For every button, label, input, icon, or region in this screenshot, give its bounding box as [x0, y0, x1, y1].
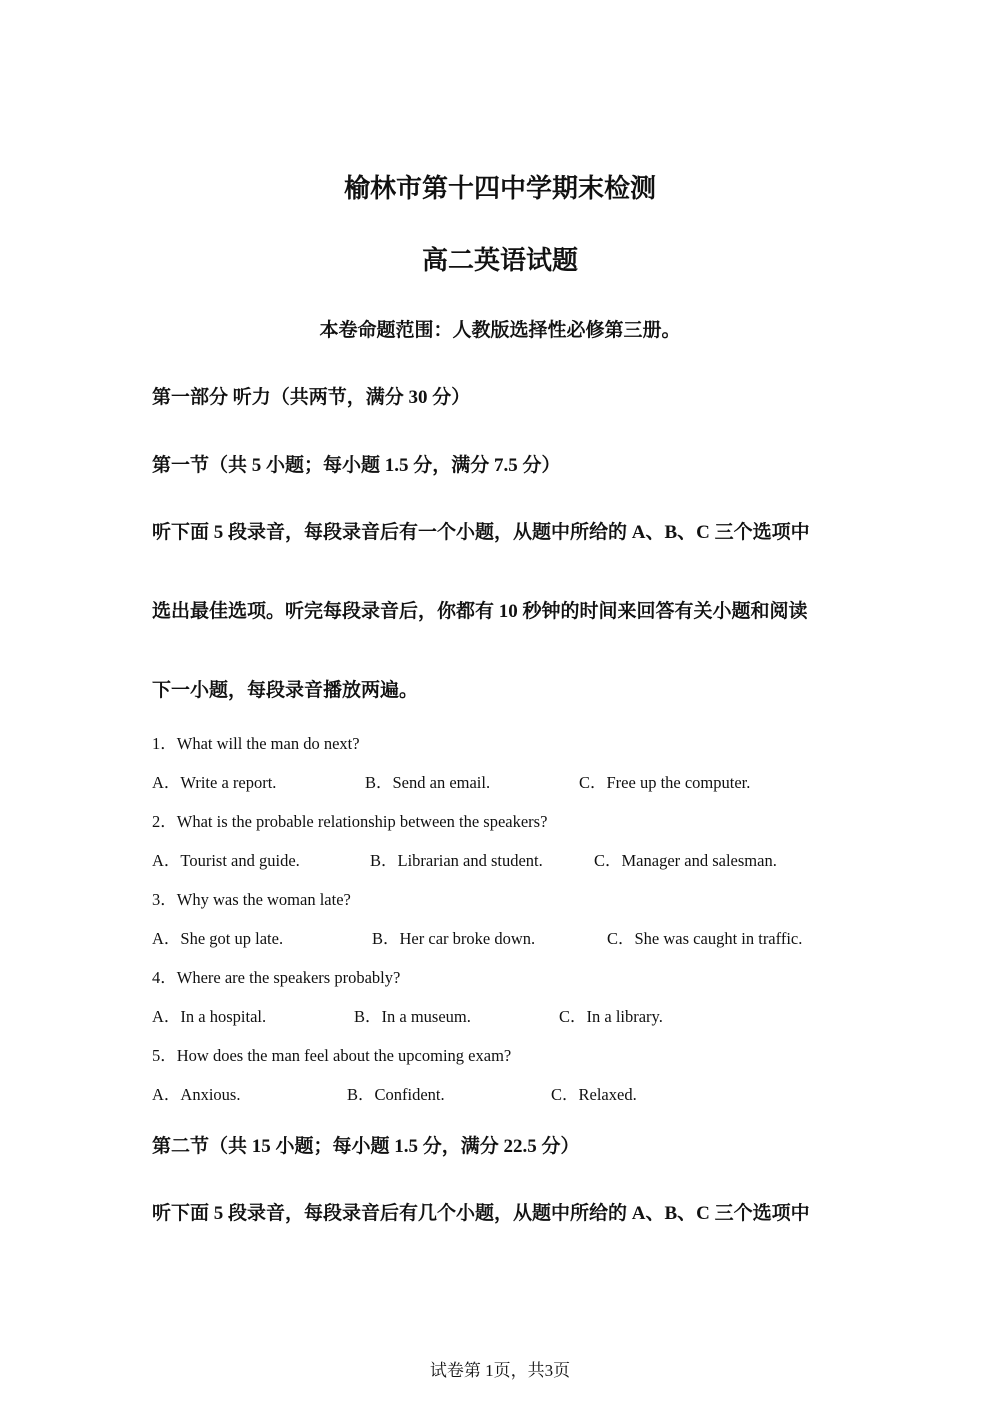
question-1-stem: 1．What will the man do next?: [152, 734, 360, 753]
section1-heading: 第一节（共 5 小题；每小题 1.5 分，满分 7.5 分）: [152, 455, 561, 476]
question-3-option-b: B．Her car broke down.: [372, 929, 536, 948]
exam-scope: 本卷命题范围：人教版选择性必修第三册。: [319, 320, 681, 341]
question-1-option-c: C．Free up the computer.: [579, 773, 751, 792]
question-3-option-a: A．She got up late.: [152, 929, 284, 948]
exam-title: 榆林市第十四中学期末检测: [343, 174, 656, 203]
section2-heading: 第二节（共 15 小题；每小题 1.5 分，满分 22.5 分）: [152, 1136, 580, 1157]
question-5-stem: 5．How does the man feel about the upcoming exam?: [152, 1046, 512, 1065]
section2-instruction-line-1: 听下面 5 段录音，每段录音后有几个小题，从题中所给的 A、B、C 三个选项中: [152, 1203, 810, 1224]
question-5-option-a: A．Anxious.: [152, 1085, 241, 1104]
question-2-stem: 2．What is the probable relationship between the speakers?: [152, 812, 548, 831]
question-4-stem: 4．Where are the speakers probably?: [152, 968, 401, 987]
part1-heading: 第一部分 听力（共两节，满分 30 分）: [152, 387, 471, 408]
question-4-option-b: B．In a museum.: [354, 1007, 471, 1026]
question-2-option-c: C．Manager and salesman.: [594, 851, 777, 870]
section1-instruction-line-3: 下一小题，每段录音播放两遍。: [152, 680, 419, 701]
section1-instruction-line-1: 听下面 5 段录音，每段录音后有一个小题，从题中所给的 A、B、C 三个选项中: [152, 522, 810, 543]
question-1-option-a: A．Write a report.: [152, 773, 277, 792]
exam-subtitle: 高二英语试题: [421, 246, 578, 275]
question-2-option-a: A．Tourist and guide.: [152, 851, 300, 870]
section1-instruction-line-2: 选出最佳选项。听完每段录音后，你都有 10 秒钟的时间来回答有关小题和阅读: [152, 601, 808, 622]
question-3-stem: 3．Why was the woman late?: [152, 890, 351, 909]
question-3-option-c: C．She was caught in traffic.: [607, 929, 803, 948]
question-5-option-c: C．Relaxed.: [551, 1085, 637, 1104]
page-footer: 试卷第 1页，共3页: [429, 1361, 571, 1380]
question-4-option-c: C．In a library.: [559, 1007, 663, 1026]
question-2-option-b: B．Librarian and student.: [370, 851, 543, 870]
question-4-option-a: A．In a hospital.: [152, 1007, 267, 1026]
question-1-option-b: B．Send an email.: [365, 773, 491, 792]
question-5-option-b: B．Confident.: [347, 1085, 445, 1104]
